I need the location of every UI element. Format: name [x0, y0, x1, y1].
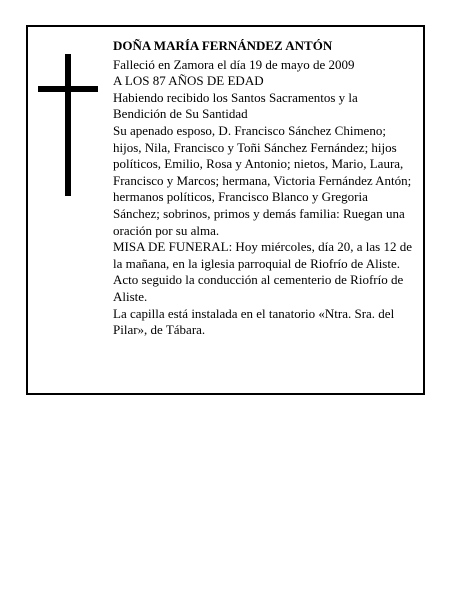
cross-icon — [38, 54, 98, 196]
chapel-paragraph: La capilla está instalada en el tanatorio «Ntra. Sra. del Pilar», de Tábara. — [113, 305, 395, 338]
deceased-name: DOÑA MARÍA FERNÁNDEZ ANTÓN — [113, 38, 333, 53]
funeral-paragraph: MISA DE FUNERAL: Hoy miércoles, día 20, a las 12 de la mañana, en la iglesia parroquial de Riofrío de Aliste. Acto seguido la conducción al cementerio de Riofrío de Aliste. — [113, 239, 412, 304]
cross-vertical-bar — [65, 54, 71, 196]
obituary-text — [113, 38, 413, 339]
age-line: A LOS 87 AÑOS DE EDAD — [113, 73, 264, 89]
family-paragraph: Su apenado esposo, D. Francisco Sánchez Chimeno; hijos, Nila, Francisco y Toñi Sánchez Fernández; hijos políticos, Emilio, Rosa y Antonio; nietos, Mario, Laura, Francisco y Marcos; hermana, Victoria Fernández Antón; hermanos políticos, Francisco Blanco y Gregoria Sánchez; sobrinos, primos y demás familia: Ruegan una oración por su alma. — [113, 122, 412, 238]
sacraments-line: Habiendo recibido los Santos Sacramentos y la Bendición de Su Santidad — [113, 89, 358, 122]
death-line: Falleció en Zamora el día 19 de mayo de 2009 — [113, 56, 355, 72]
cross-horizontal-bar — [38, 86, 98, 92]
